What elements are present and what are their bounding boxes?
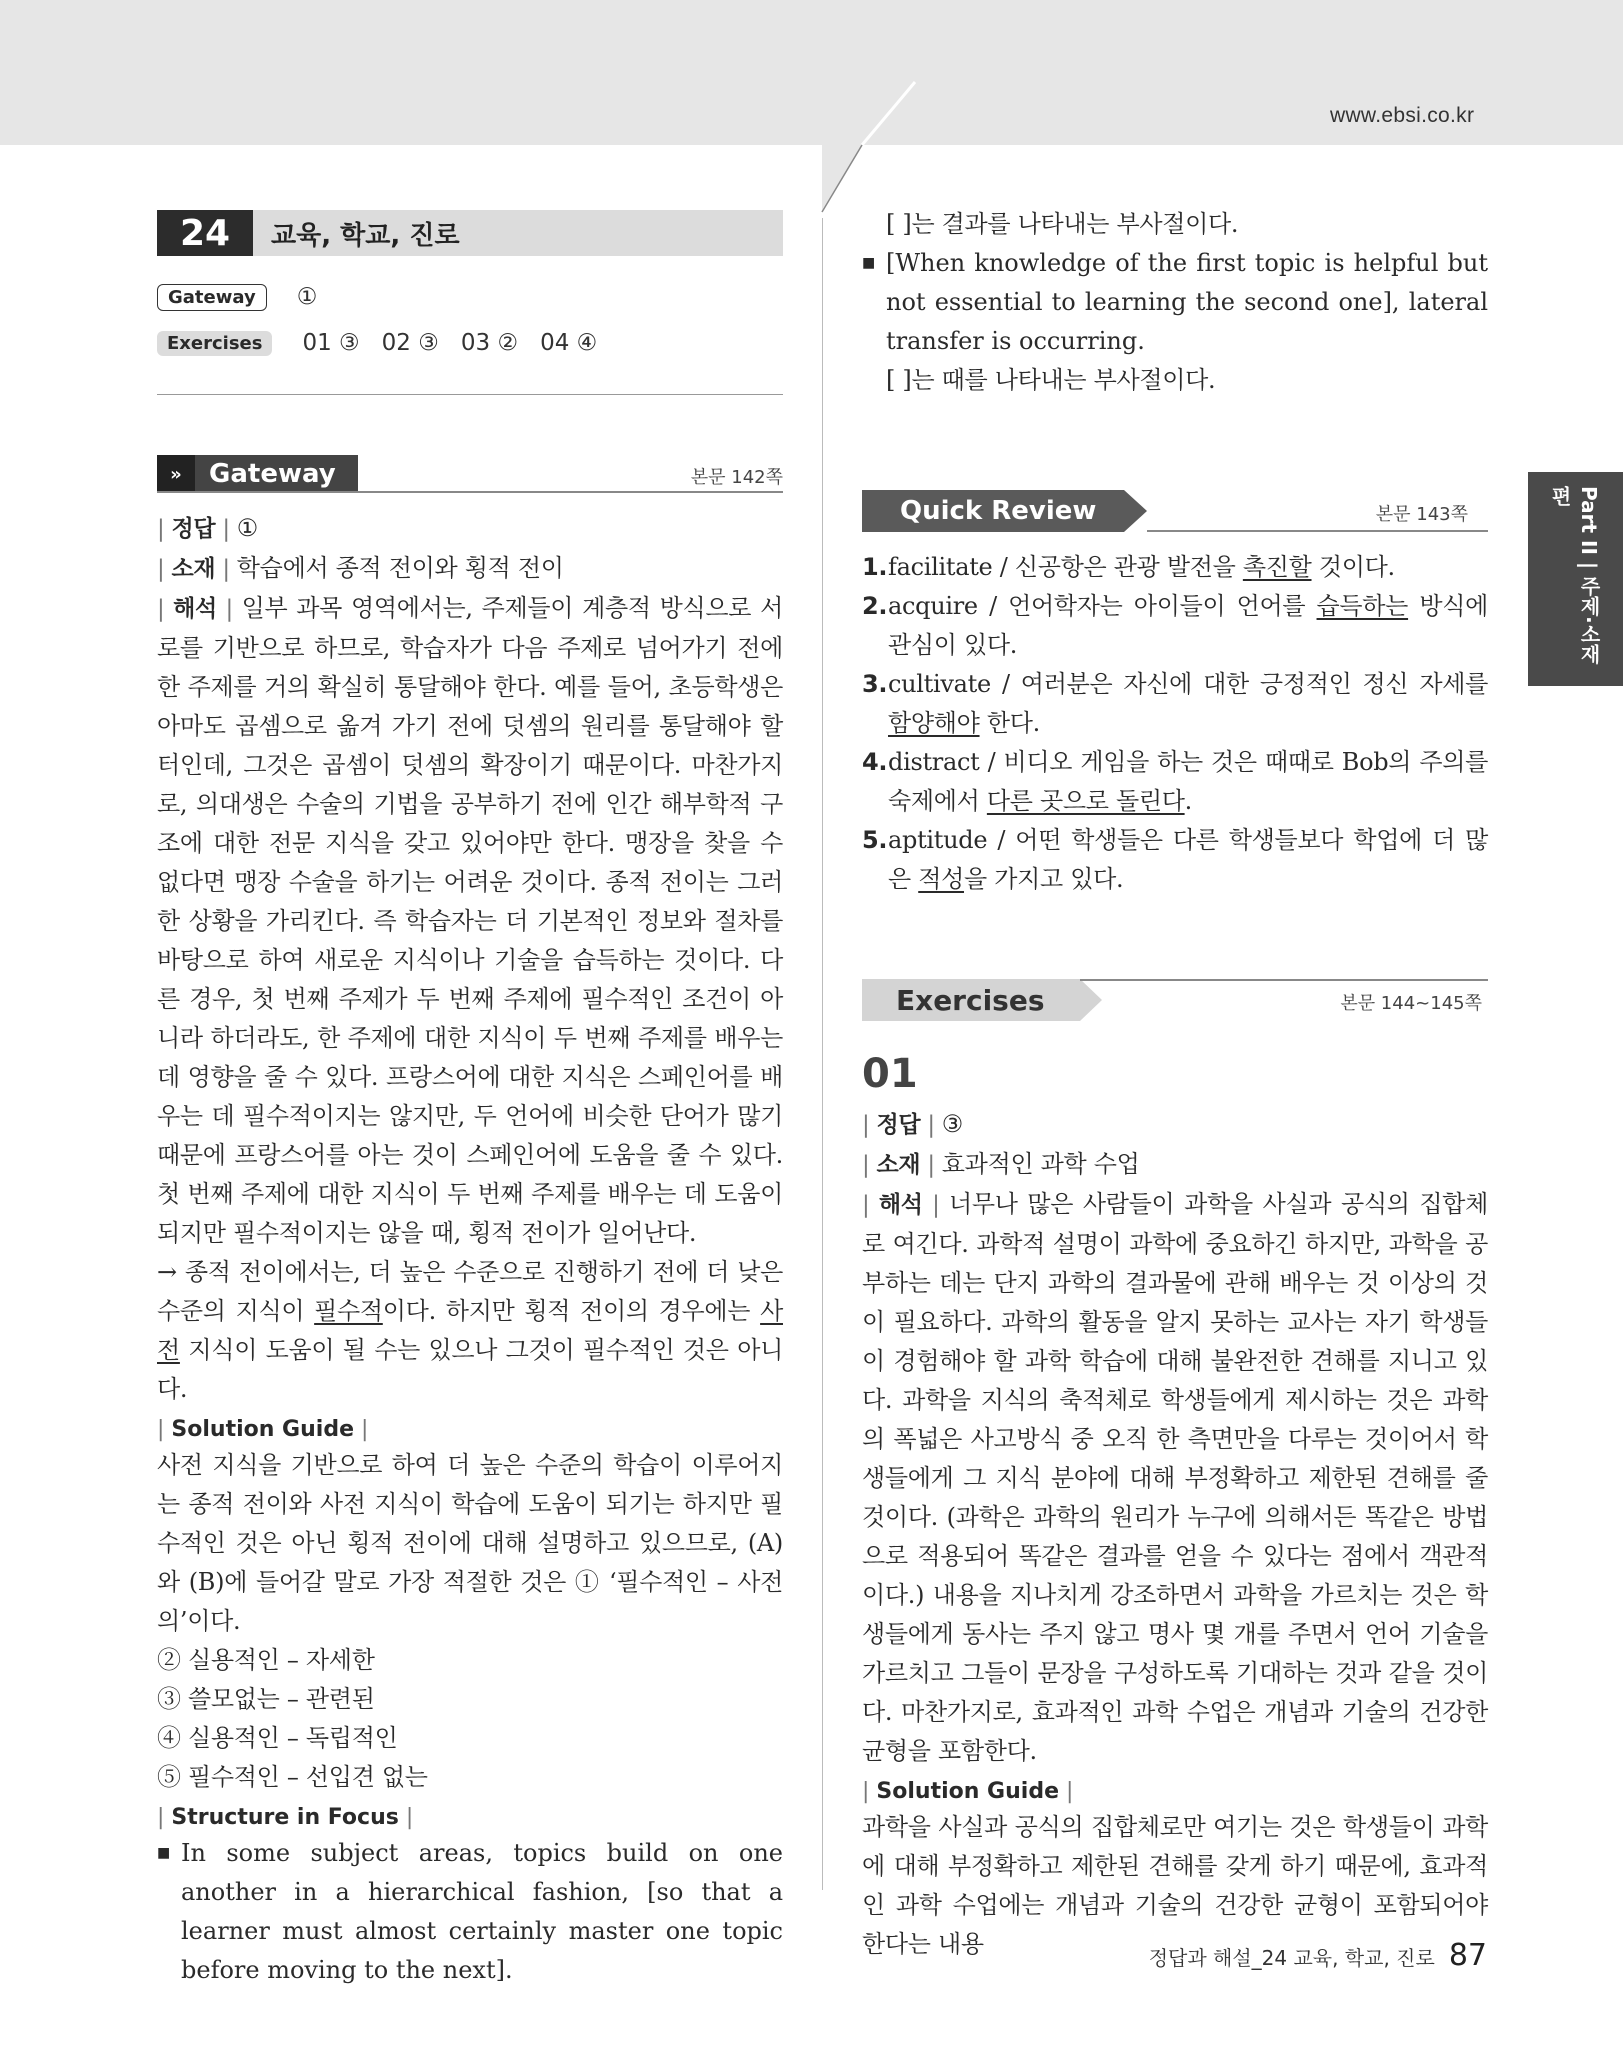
exercises-title: Exercises bbox=[896, 983, 1045, 1017]
exercise-number: 01 bbox=[862, 1051, 918, 1097]
gateway-answer: ① bbox=[296, 284, 318, 310]
gateway-tag: Gateway bbox=[157, 284, 267, 311]
gateway-translation: | 해석 | 일부 과목 영역에서는, 주제들이 계층적 방식으로 서로를 기반으로 하므로, 학습자가 다음 주제로 넘어가기 전에 한 주제를 거의 확실히 통달해야 한다. 예를 들어, 초등학생은 아마도 곱셈으로 옮겨 가기 전에 덧셈의 원리를 통달해야 할 터인데, 그것은 곱셈이 덧셈의 확장이기 때문이다. 마찬가지로, 의대생은 수술의 기법을 공부하기 전에 인간 해부학적 구조에 대한 전문 지식을 갖고 있어야만 한다. 맹장을 찾을 수 없다면 맹장 수술을 하기는 어려운 것이다. 종적 전이는 그러한 상황을 가리킨다. 즉 학습자는 더 기본적인 정보와 절차를 바탕으로 하여 새로운 지식이나 기술을 습득하는 것이다. 다른 경우, 첫 번째 주제가 두 번째 주제에 필수적인 조건이 아니라 하더라도, 한 주제에 대한 지식이 두 번째 주제를 배우는 데 영향을 줄 수 있다. 프랑스어에 대한 지식은 스페인어를 배우는 데 필수적이지는 않지만, 두 언어에 비슷한 단어가 많기 때문에 프랑스어를 아는 것이 스페인어에 도움을 줄 수 있다. 첫 번째 주제에 대한 지식이 두 번째 주제를 배우는 데 도움이 되지만 필수적이지는 않을 때, 횡적 전이가 일어난다. bbox=[157, 594, 783, 1247]
exercise-answer: 04 ④ bbox=[540, 330, 598, 356]
exercise-answer: 03 ② bbox=[460, 330, 519, 356]
exercise-answer-line: | 정답 | ③ bbox=[862, 1110, 964, 1138]
solution-guide-heading: | Solution Guide | bbox=[157, 1417, 369, 1442]
review-item: 3. cultivate / 여러분은 자신에 대한 긍정적인 정신 자세를 함양해야 한다. bbox=[862, 670, 1488, 737]
gateway-topic-line: | 소재 | 학습에서 종적 전이와 횡적 전이 bbox=[157, 554, 564, 582]
structure-note-2: [ ]는 때를 나타내는 부사절이다. bbox=[886, 366, 1216, 394]
part-side-tab-label: Part II | 주제·소재편 bbox=[1548, 486, 1601, 664]
quick-review-header bbox=[862, 490, 1488, 532]
review-item: 5. aptitude / 어떤 학생들은 다른 학생들보다 학업에 더 많은 적성을 가지고 있다. bbox=[862, 826, 1488, 893]
exercises-page-ref: 본문 144~145쪽 bbox=[1340, 993, 1482, 1014]
exercise-translation: | 해석 | 너무나 많은 사람들이 과학을 사실과 공식의 집합체로 여긴다. 과학적 설명이 과학에 중요하긴 하지만, 과학을 공부하는 데는 단지 과학의 결과물에 관해 배우는 것 이상의 것이 필요하다. 과학의 활동을 알지 못하는 교사는 자기 학생들이 경험해야 할 과학 학습에 대해 불완전한 견해를 지니고 있다. 과학을 지식의 축적체로 학생들에게 제시하는 것은 과학의 폭넓은 사고방식 중 오직 한 측면만을 다루는 것이어서 학생들에게 그 지식 분야에 대해 부정확하고 제한된 견해를 줄 것이다. (과학은 과학의 원리가 누구에 의해서든 똑같은 방법으로 적용되어 똑같은 결과를 얻을 수 있다는 점에서 객관적이다.) 내용을 지나치게 강조하면서 과학을 가르치는 것은 학생들에게 동사는 주지 않고 명사 몇 개를 주면서 언어 기술을 가르치고 그들이 문장을 구성하도록 기대하는 것과 같을 것이다. 마찬가지로, 효과적인 과학 수업은 개념과 기술의 건강한 균형을 포함한다. bbox=[862, 1190, 1488, 1765]
gateway-topic: 학습에서 종적 전이와 횡적 전이 bbox=[236, 554, 564, 582]
exercise-topic-line: | 소재 | 효과적인 과학 수업 bbox=[862, 1150, 1140, 1178]
chapter-number: 24 bbox=[157, 210, 253, 256]
gateway-answer-value: ① bbox=[236, 514, 259, 542]
quick-review-title: Quick Review bbox=[900, 496, 1097, 526]
gateway-page-ref: 본문 142쪽 bbox=[690, 467, 783, 488]
option-item: ③ 쓸모없는 – 관련된 bbox=[157, 1685, 375, 1713]
structure-note-1: [ ]는 결과를 나타내는 부사절이다. bbox=[886, 210, 1239, 238]
column-divider bbox=[822, 218, 823, 1890]
chapter-title: 교육, 학교, 진로 bbox=[271, 220, 460, 251]
review-item: 1. facilitate / 신공항은 관광 발전을 촉진할 것이다. bbox=[862, 553, 1395, 581]
left-column bbox=[157, 210, 783, 1990]
gateway-answer-line: | 정답 | ① bbox=[157, 514, 259, 542]
option-item: ⑤ 필수적인 – 선입견 없는 bbox=[157, 1763, 428, 1791]
gateway-solution: 사전 지식을 기반으로 하여 더 높은 수준의 학습이 이루어지는 종적 전이와 사전 지식이 학습에 도움이 되기는 하지만 필수적인 것은 아닌 횡적 전이에 대해 설명하고 있으므로, (A)와 (B)에 들어갈 말로 가장 적절한 것은 ① ‘필수적인 – 사전의’이다. bbox=[157, 1451, 783, 1635]
structure-sentence-2: ■ [When knowledge of the first topic is helpful but not essential to learning the second one], lateral transfer is occurring. bbox=[862, 244, 1488, 361]
exercise-answer: 01 ③ bbox=[302, 330, 360, 356]
gateway-title: Gateway bbox=[195, 455, 358, 493]
gateway-section-header bbox=[157, 455, 783, 493]
chapter-header bbox=[157, 210, 783, 256]
divider-rule bbox=[157, 394, 783, 395]
structure-sentence-1: ■ In some subject areas, topics build on one another in a hierarchical fashion, [so that a learner must almost certainly master one topic before moving to the next]. bbox=[157, 1834, 783, 1990]
option-item: ④ 실용적인 – 독립적인 bbox=[157, 1724, 398, 1752]
review-item: 2. acquire / 언어학자는 아이들이 언어를 습득하는 방식에 관심이 있다. bbox=[862, 592, 1488, 659]
right-column bbox=[862, 205, 1488, 1964]
footer-text: 정답과 해설_24 교육, 학교, 진로 bbox=[1148, 1946, 1435, 1970]
answer-summary bbox=[157, 274, 783, 366]
double-chevron-icon: » bbox=[157, 455, 195, 493]
exercise-answer: 02 ③ bbox=[381, 330, 439, 356]
structure-heading: | Structure in Focus | bbox=[157, 1805, 414, 1830]
option-item: ② 실용적인 – 자세한 bbox=[157, 1646, 375, 1674]
top-band bbox=[0, 0, 1623, 145]
gateway-answer-row bbox=[157, 274, 783, 320]
exercises-tag: Exercises bbox=[157, 331, 272, 356]
review-item: 4. distract / 비디오 게임을 하는 것은 때때로 Bob의 주의를 숙제에서 다른 곳으로 돌린다. bbox=[862, 748, 1488, 815]
exercise-solution: 과학을 사실과 공식의 집합체로만 여기는 것은 학생들이 과학에 대해 부정확하고 제한된 견해를 갖게 하기 때문에, 효과적인 과학 수업에는 개념과 기술의 건강한 균형이 포함되어야 한다는 내용 bbox=[862, 1813, 1488, 1958]
gateway-summary: → 종적 전이에서는, 더 높은 수준으로 진행하기 전에 더 낮은 수준의 지식이 필수적이다. 하지만 횡적 전이의 경우에는 사전 지식이 도움이 될 수는 있으나 그것이 필수적인 것은 아니다. bbox=[157, 1258, 783, 1403]
page-footer bbox=[1149, 1938, 1487, 1973]
site-url: www.ebsi.co.kr bbox=[1330, 104, 1475, 127]
exercise-solution-heading: | Solution Guide | bbox=[862, 1779, 1074, 1804]
exercise-answer-row bbox=[157, 320, 783, 366]
exercises-header bbox=[862, 979, 1488, 1021]
quick-review-page-ref: 본문 143쪽 bbox=[1375, 504, 1468, 525]
page-number: 87 bbox=[1448, 1938, 1487, 1973]
